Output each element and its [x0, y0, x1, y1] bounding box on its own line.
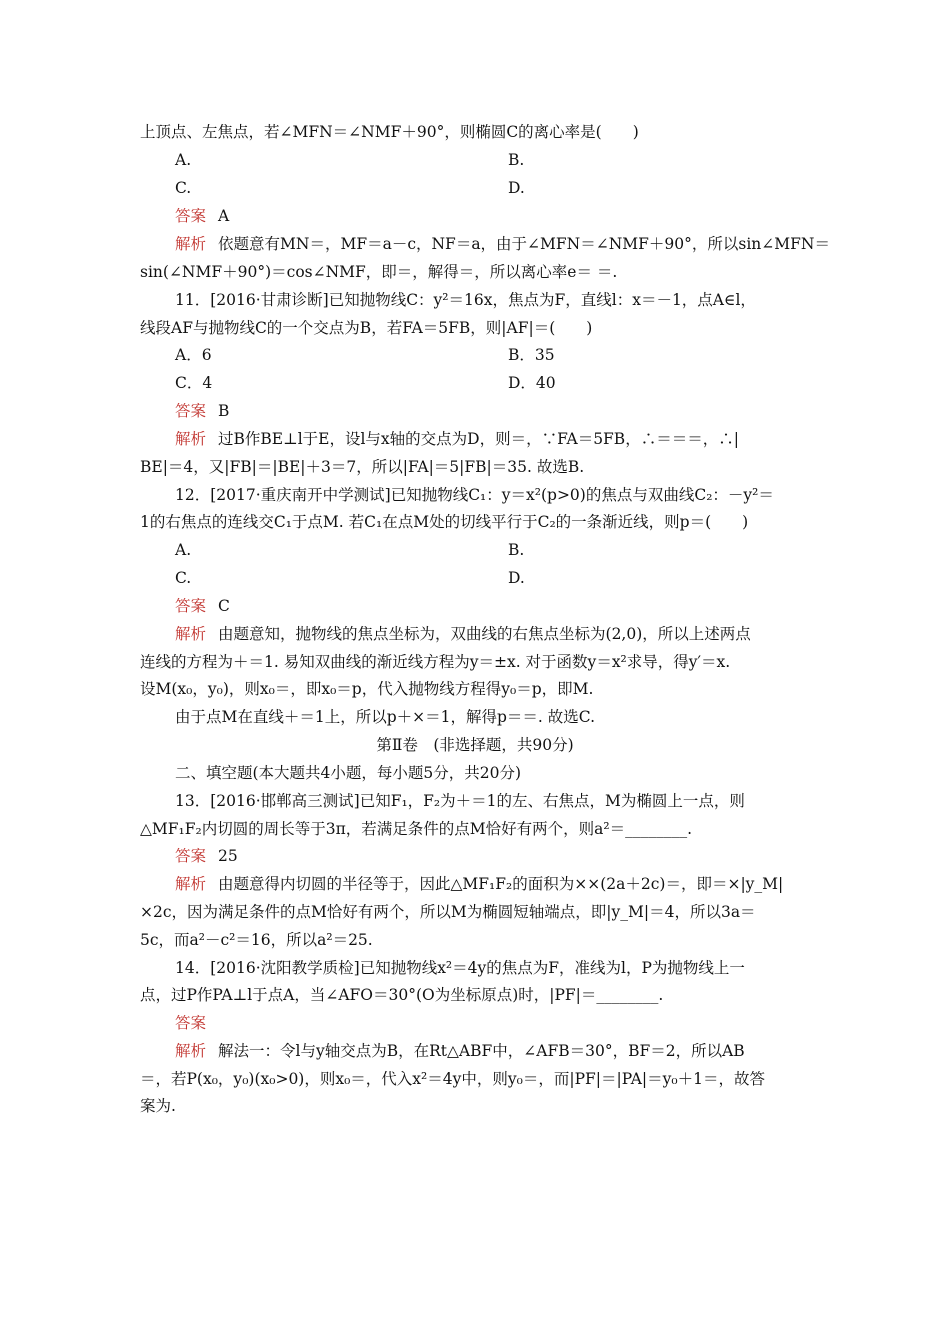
- q12-analysis-line4: 由于点M在直线＋＝1上，所以p＋×＝1，解得p＝＝. 故选C.: [175, 708, 596, 726]
- q14-analysis-line1: [175, 1041, 745, 1061]
- analysis-text: 过B作BE⊥l于E，设l与x轴的交点为D，则＝，∵FA＝5FB，∴＝＝＝，∴|: [218, 430, 739, 448]
- answer-value: A: [218, 207, 230, 225]
- analysis-label: 解析: [175, 235, 207, 253]
- q12-line1: 12．[2017·重庆南开中学测试]已知抛物线C₁：y＝x²(p>0)的焦点与双曲线C₂：－y²＝: [175, 486, 774, 504]
- answer-value: B: [218, 402, 230, 420]
- q10-option-a: A.: [175, 151, 192, 169]
- answer-label: 答案: [175, 402, 207, 420]
- answer-label: 答案: [175, 597, 207, 615]
- q12-option-c: C.: [175, 569, 192, 587]
- q11-option-b: B．35: [508, 346, 555, 364]
- q11-option-c: C．4: [175, 374, 213, 392]
- q11-line1: 11．[2016·甘肃诊断]已知抛物线C：y²＝16x，焦点为F，直线l：x＝－1，点A∈l，: [175, 291, 756, 309]
- q12-option-a: A.: [175, 541, 192, 559]
- q13-line1: 13．[2016·邯郸高三测试]已知F₁，F₂为＋＝1的左、右焦点，M为椭圆上一点，则: [175, 792, 745, 810]
- q14-line2: 点，过P作PA⊥l于点A，当∠AFO＝30°(O为坐标原点)时，|PF|＝________.: [140, 986, 664, 1004]
- q10-answer: [175, 206, 229, 226]
- q13-analysis-line1: [175, 874, 783, 894]
- analysis-text: 依题意有MN＝，MF＝a－c，NF＝a，由于∠MFN＝∠NMF＋90°，所以sin∠MFN＝: [218, 235, 830, 253]
- q11-line2: 线段AF与抛物线C的一个交点为B，若FA＝5FB，则|AF|＝( ): [140, 319, 593, 337]
- analysis-label: 解析: [175, 875, 207, 893]
- q12-option-b: B.: [508, 541, 525, 559]
- analysis-label: 解析: [175, 1042, 207, 1060]
- q12-option-d: D.: [508, 569, 525, 587]
- q11-answer: [175, 401, 229, 421]
- q12-analysis-line3: 设M(x₀，y₀)，则x₀＝，即x₀＝p，代入抛物线方程得y₀＝p，即M.: [140, 680, 594, 698]
- analysis-text: 由题意得内切圆的半径等于，因此△MF₁F₂的面积为××(2a＋2c)＝，即＝×|y_M|: [218, 875, 784, 893]
- answer-value: C: [218, 597, 230, 615]
- q14-analysis-line3: 案为.: [140, 1097, 176, 1115]
- analysis-text: 由题意知，抛物线的焦点坐标为，双曲线的右焦点坐标为(2,0)，所以上述两点: [218, 625, 751, 643]
- q14-answer: [175, 1013, 218, 1033]
- q11-option-d: D．40: [508, 374, 556, 392]
- answer-label: 答案: [175, 207, 207, 225]
- q13-answer: [175, 846, 238, 866]
- q12-analysis-line1: [175, 624, 751, 644]
- analysis-label: 解析: [175, 625, 207, 643]
- answer-value: 25: [218, 847, 238, 865]
- q10-option-b: B.: [508, 151, 525, 169]
- section-title: 第Ⅱ卷 (非选择题，共90分): [376, 736, 574, 754]
- q10-option-c: C.: [175, 179, 192, 197]
- analysis-label: 解析: [175, 430, 207, 448]
- analysis-text: 解法一：令l与y轴交点为B，在Rt△ABF中，∠AFB＝30°，BF＝2，所以AB: [218, 1042, 745, 1060]
- q12-analysis-line2: 连线的方程为＋＝1. 易知双曲线的渐近线方程为y＝±x. 对于函数y＝x²求导，得y′＝x.: [140, 653, 731, 671]
- q11-option-a: A．6: [175, 346, 212, 364]
- q14-analysis-line2: ＝，若P(x₀，y₀)(x₀>0)，则x₀＝，代入x²＝4y中，则y₀＝，而|PF|＝|PA|＝y₀＋1＝，故答: [140, 1070, 765, 1088]
- q13-line2: △MF₁F₂内切圆的周长等于3π，若满足条件的点M恰好有两个，则a²＝________.: [140, 820, 693, 838]
- q12-line2: 1的右焦点的连线交C₁于点M. 若C₁在点M处的切线平行于C₂的一条渐近线，则p＝( ): [140, 513, 749, 531]
- answer-label: 答案: [175, 847, 207, 865]
- q14-line1: 14．[2016·沈阳教学质检]已知抛物线x²＝4y的焦点为F，准线为l，P为抛物线上一: [175, 959, 745, 977]
- q10-analysis-line1: [175, 234, 830, 254]
- q13-analysis-line3: 5c，而a²－c²＝16，所以a²＝25.: [140, 931, 373, 949]
- answer-label: 答案: [175, 1014, 207, 1032]
- q10-option-d: D.: [508, 179, 525, 197]
- q11-analysis-line2: BE|＝4，又|FB|＝|BE|＋3＝7，所以|FA|＝5|FB|＝35. 故选B.: [140, 458, 585, 476]
- q10-analysis-line2: sin(∠NMF＋90°)＝cos∠NMF，即＝，解得＝，所以离心率e＝ ＝.: [140, 263, 618, 281]
- section-subtitle: 二、填空题(本大题共4小题，每小题5分，共20分): [175, 764, 522, 782]
- q11-analysis-line1: [175, 429, 739, 449]
- q10-line1: 上顶点、左焦点，若∠MFN＝∠NMF＋90°，则椭圆C的离心率是( ): [140, 123, 639, 141]
- q12-answer: [175, 596, 230, 616]
- q13-analysis-line2: ×2c，因为满足条件的点M恰好有两个，所以M为椭圆短轴端点，即|y_M|＝4，所以3a＝: [140, 903, 756, 921]
